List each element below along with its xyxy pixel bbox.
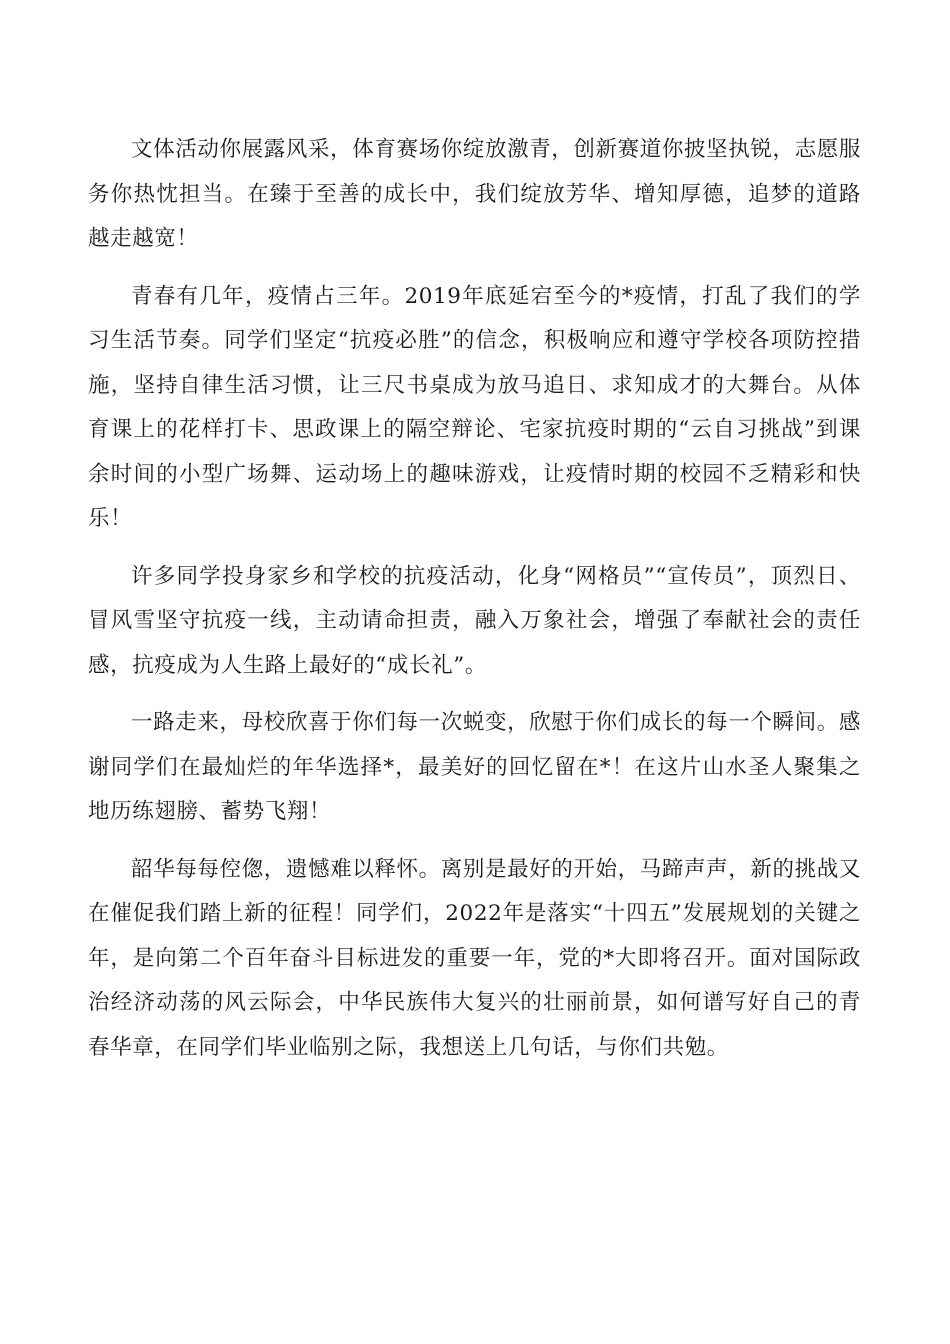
paragraph-1: 文体活动你展露风采，体育赛场你绽放激青，创新赛道你披坚执锐，志愿服务你热忱担当。在臻于至善的成长中，我们绽放芳华、增知厚德，追梦的道路越走越宽！ <box>88 137 861 251</box>
paragraph-5: 韶华每每倥偬，遗憾难以释怀。离别是最好的开始，马蹄声声，新的挑战又在催促我们踏上新的征程！同学们，2022年是落实“十四五”发展规划的关键之年，是向第二个百年奋斗目标进发的重要一年，党的*大即将召开。面对国际政治经济动荡的风云际会，中华民族伟大复兴的壮丽前景，如何谱写好自己的青春华章，在同学们毕业临别之际，我想送上几句话，与你们共勉。 <box>88 856 861 1060</box>
paragraph-4: 一路走来，母校欣喜于你们每一次蜕变，欣慰于你们成长的每一个瞬间。感谢同学们在最灿烂的年华选择*，最美好的回忆留在*！在这片山水圣人聚集之地历练翅膀、蓄势飞翔！ <box>88 710 861 824</box>
paragraph-2: 青春有几年，疫情占三年。2019年底延宕至今的*疫情，打乱了我们的学习生活节奏。同学们坚定“抗疫必胜”的信念，积极响应和遵守学校各项防控措施，坚持自律生活习惯，让三尺书桌成为放马追日、求知成才的大舞台。从体育课上的花样打卡、思政课上的隔空辩论、宅家抗疫时期的“云自习挑战”到课余时间的小型广场舞、运动场上的趣味游戏，让疫情时期的校园不乏精彩和快乐！ <box>88 283 861 531</box>
paragraph-3: 许多同学投身家乡和学校的抗疫活动，化身“网格员”“宣传员”，顶烈日、冒风雪坚守抗疫一线，主动请命担责，融入万象社会，增强了奉献社会的责任感，抗疫成为人生路上最好的“成长礼”。 <box>88 563 861 678</box>
document-body <box>88 128 861 1083</box>
